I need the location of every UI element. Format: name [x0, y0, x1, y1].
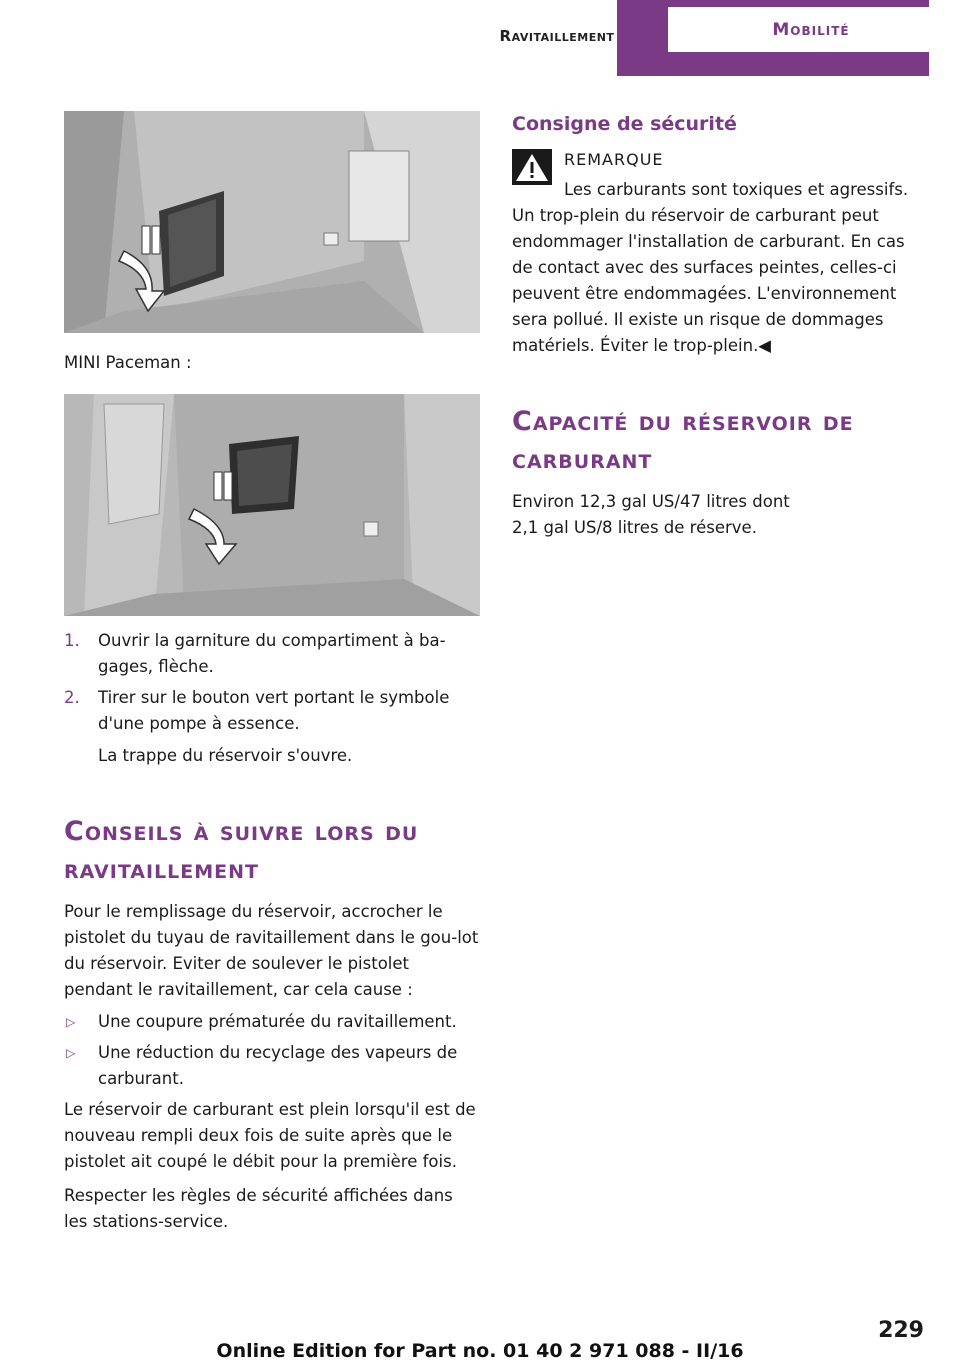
chapter-title: Mobilité — [772, 19, 850, 40]
section-heading-tank-capacity: Capacité du réservoir de carburant — [512, 406, 854, 475]
cargo-illustration-2-svg — [64, 394, 480, 616]
step-1 — [64, 628, 480, 680]
left-column — [64, 111, 480, 1235]
page-number: 229 — [878, 1318, 924, 1343]
step-number: 1. — [64, 631, 80, 650]
section-heading-refuelling-tips: Conseils à suivre lors du ravitaillement — [64, 816, 419, 885]
list-item — [64, 1040, 480, 1092]
list-item-text: Une coupure prématurée du ravitaillement. — [98, 1012, 457, 1031]
chapter-tab-inner — [668, 7, 954, 52]
step-2 — [64, 685, 480, 737]
step-text: Tirer sur le bouton vert portant le symbole d'une pompe à essence. — [98, 688, 450, 733]
step-note: La trappe du réservoir s'ouvre. — [98, 746, 353, 765]
warning-block — [512, 147, 928, 203]
warning-label: REMARQUE — [564, 150, 664, 169]
step-text: Ouvrir la garniture du compartiment à ba-gages, flèche. — [98, 631, 446, 676]
cargo-illustration-2 — [64, 394, 480, 616]
paragraph-safety-rules: Respecter les règles de sécurité affichées dans les stations-service. — [64, 1186, 453, 1231]
safety-heading: Consigne de sécurité — [512, 113, 737, 135]
chapter-tab — [617, 0, 929, 76]
warning-body: Un trop-plein du réservoir de carburant peut endommager l'installation de carburant. En cas de contact avec des surfaces peintes, celles-ci peuvent être endommagées. L'environnement sera pollué. Il existe un risque de dommages matériels. Éviter le trop-plein.◀ — [512, 206, 905, 355]
bullet-list — [64, 1009, 480, 1092]
edition-line: Online Edition for Part no. 01 40 2 971 088 - II/16 — [216, 1340, 744, 1362]
warning-icon — [512, 149, 552, 185]
running-header-section: Ravitaillement — [499, 27, 615, 45]
triangle-bullet-icon: ▷ — [66, 1046, 76, 1060]
cargo-illustration-1 — [64, 111, 480, 333]
instruction-steps — [64, 628, 480, 737]
warning-first-line: Les carburants sont toxiques et agressifs. — [564, 180, 909, 199]
list-item — [64, 1009, 480, 1035]
intro-paragraph: Pour le remplissage du réservoir, accrocher le pistolet du tuyau de ravitaillement dans le gou-lot du réservoir. Eviter de soulever le pistolet pendant le ravitaillement, car cela cause : — [64, 902, 479, 999]
figure-caption: MINI Paceman : — [64, 353, 192, 372]
paragraph-full-tank: Le réservoir de carburant est plein lorsqu'il est de nouveau rempli deux fois de suite après que le pistolet ait coupé le débit pour la première fois. — [64, 1100, 476, 1171]
right-column — [512, 111, 928, 541]
cargo-illustration-1-svg — [64, 111, 480, 333]
step-number: 2. — [64, 688, 80, 707]
capacity-paragraph: Environ 12,3 gal US/47 litres dont 2,1 gal US/8 litres de réserve. — [512, 492, 790, 537]
list-item-text: Une réduction du recyclage des vapeurs de carburant. — [98, 1043, 458, 1088]
page-footer — [0, 1318, 960, 1362]
triangle-bullet-icon: ▷ — [66, 1015, 76, 1029]
